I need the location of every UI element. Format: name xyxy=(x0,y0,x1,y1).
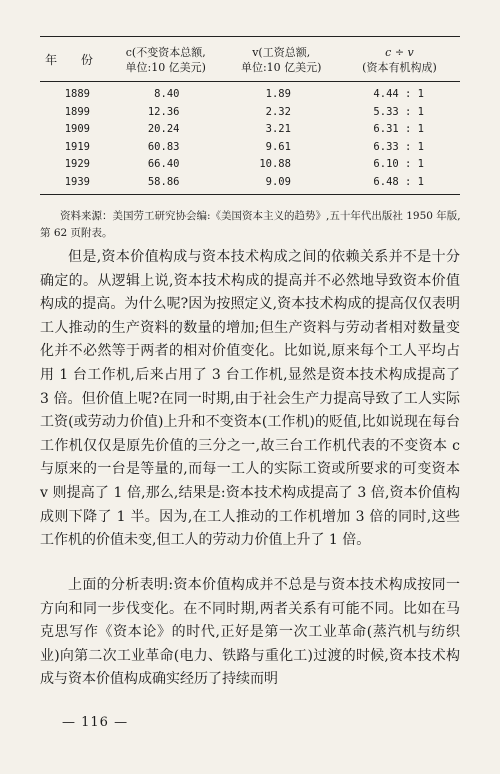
body-paragraph: 但是,资本价值构成与资本技术构成之间的依赖关系并不是十分确定的。从逻辑上说,资本技术构成的提高并不必然地导致资本价值构成的提高。为什么呢?因为按照定义,资本技术构成的提高仅仅表明工人推动的生产资料的数量的增加;但生产资料与劳动者相对数量变化并不必然等于两者的相对价值变化。比如说,原来每个工人平均占用 1 台工作机,后来占用了 3 台工作机,显然是资本技术构成提高了 3 倍。但价值上呢?在同一时期,由于社会生产力提高导致了工人实际工资(或劳动力价值)上升和不变资本(工作机)的贬值,比如说现在每台工作机仅仅是原先价值的三分之一,故三台工作机代表的不变资本 c 与原来的一台是等量的,而每一工人的实际工资或所要求的可变资本 v 则提高了 1 倍,那么,结果是:资本技术构成提高了 3 倍,资本价值构成则下降了 1 半。因为,在工人推动的工作机增加 3 倍的同时,这些工作机的价值未变,但工人的劳动力价值上升了 1 倍。 xyxy=(40,249,460,549)
cell-constant-capital: 8.40 xyxy=(154,88,180,100)
header-wages: v(工资总额, 单位:10 亿美元) xyxy=(223,37,338,82)
cell-constant-capital: 66.40 xyxy=(147,158,180,171)
page-number: — 116 — xyxy=(62,715,129,730)
cell-year: 1929 xyxy=(64,158,90,171)
cell-ratio: 6.33 : 1 xyxy=(373,140,424,153)
cell-ratio: 5.33 : 1 xyxy=(373,105,424,118)
cell-year: 1899 xyxy=(64,105,90,118)
cell-wages: 9.61 xyxy=(265,140,291,153)
cell-ratio: 6.48 : 1 xyxy=(339,174,460,194)
header-organic-composition: c ÷ v (资本有机构成) xyxy=(339,37,460,82)
header-year: 年 份 xyxy=(40,37,108,82)
cell-ratio: 6.10 : 1 xyxy=(373,158,424,171)
table-source-note: 资料来源：美国劳工研究协会编:《美国资本主义的趋势》,五十年代出版社 1950 年版,第 62 页附表。 xyxy=(40,210,461,239)
cell-year: 1889 xyxy=(64,88,90,100)
cell-wages: 3.21 xyxy=(265,123,291,136)
cell-year: 1909 xyxy=(64,123,90,136)
cell-wages: 9.09 xyxy=(223,174,338,194)
table-row xyxy=(40,82,460,104)
cell-ratio: 4.44 : 1 xyxy=(373,88,424,100)
body-paragraph: 上面的分析表明:资本价值构成并不总是与资本技术构成按同一方向和同一步伐变化。在不同时期,两者关系有可能不同。比如在马克思写作《资本论》的时代,正好是第一次工业革命(蒸汽机与纺织业)向第二次工业革命(电力、铁路与重化工)过渡的时候,资本技术构成与资本价值构成确实经历了持续而明 xyxy=(40,577,460,688)
cell-constant-capital: 12.36 xyxy=(147,105,180,118)
table-row xyxy=(40,121,460,139)
cell-wages: 1.89 xyxy=(265,88,291,100)
header-constant-capital: c(不变资本总额, 单位:10 亿美元) xyxy=(108,37,223,82)
cell-ratio: 6.31 : 1 xyxy=(373,123,424,136)
table-row xyxy=(40,104,460,122)
cell-wages: 2.32 xyxy=(265,105,291,118)
capital-composition-table xyxy=(40,36,460,195)
cell-year: 1919 xyxy=(64,140,90,153)
cell-constant-capital: 60.83 xyxy=(147,140,180,153)
table-row xyxy=(40,174,460,194)
cell-year: 1939 xyxy=(40,174,108,194)
table-row xyxy=(40,156,460,174)
cell-constant-capital: 20.24 xyxy=(147,123,180,136)
table-row xyxy=(40,139,460,157)
table-header-row xyxy=(40,37,460,82)
cell-wages: 10.88 xyxy=(259,158,291,171)
cell-constant-capital: 58.86 xyxy=(108,174,223,194)
